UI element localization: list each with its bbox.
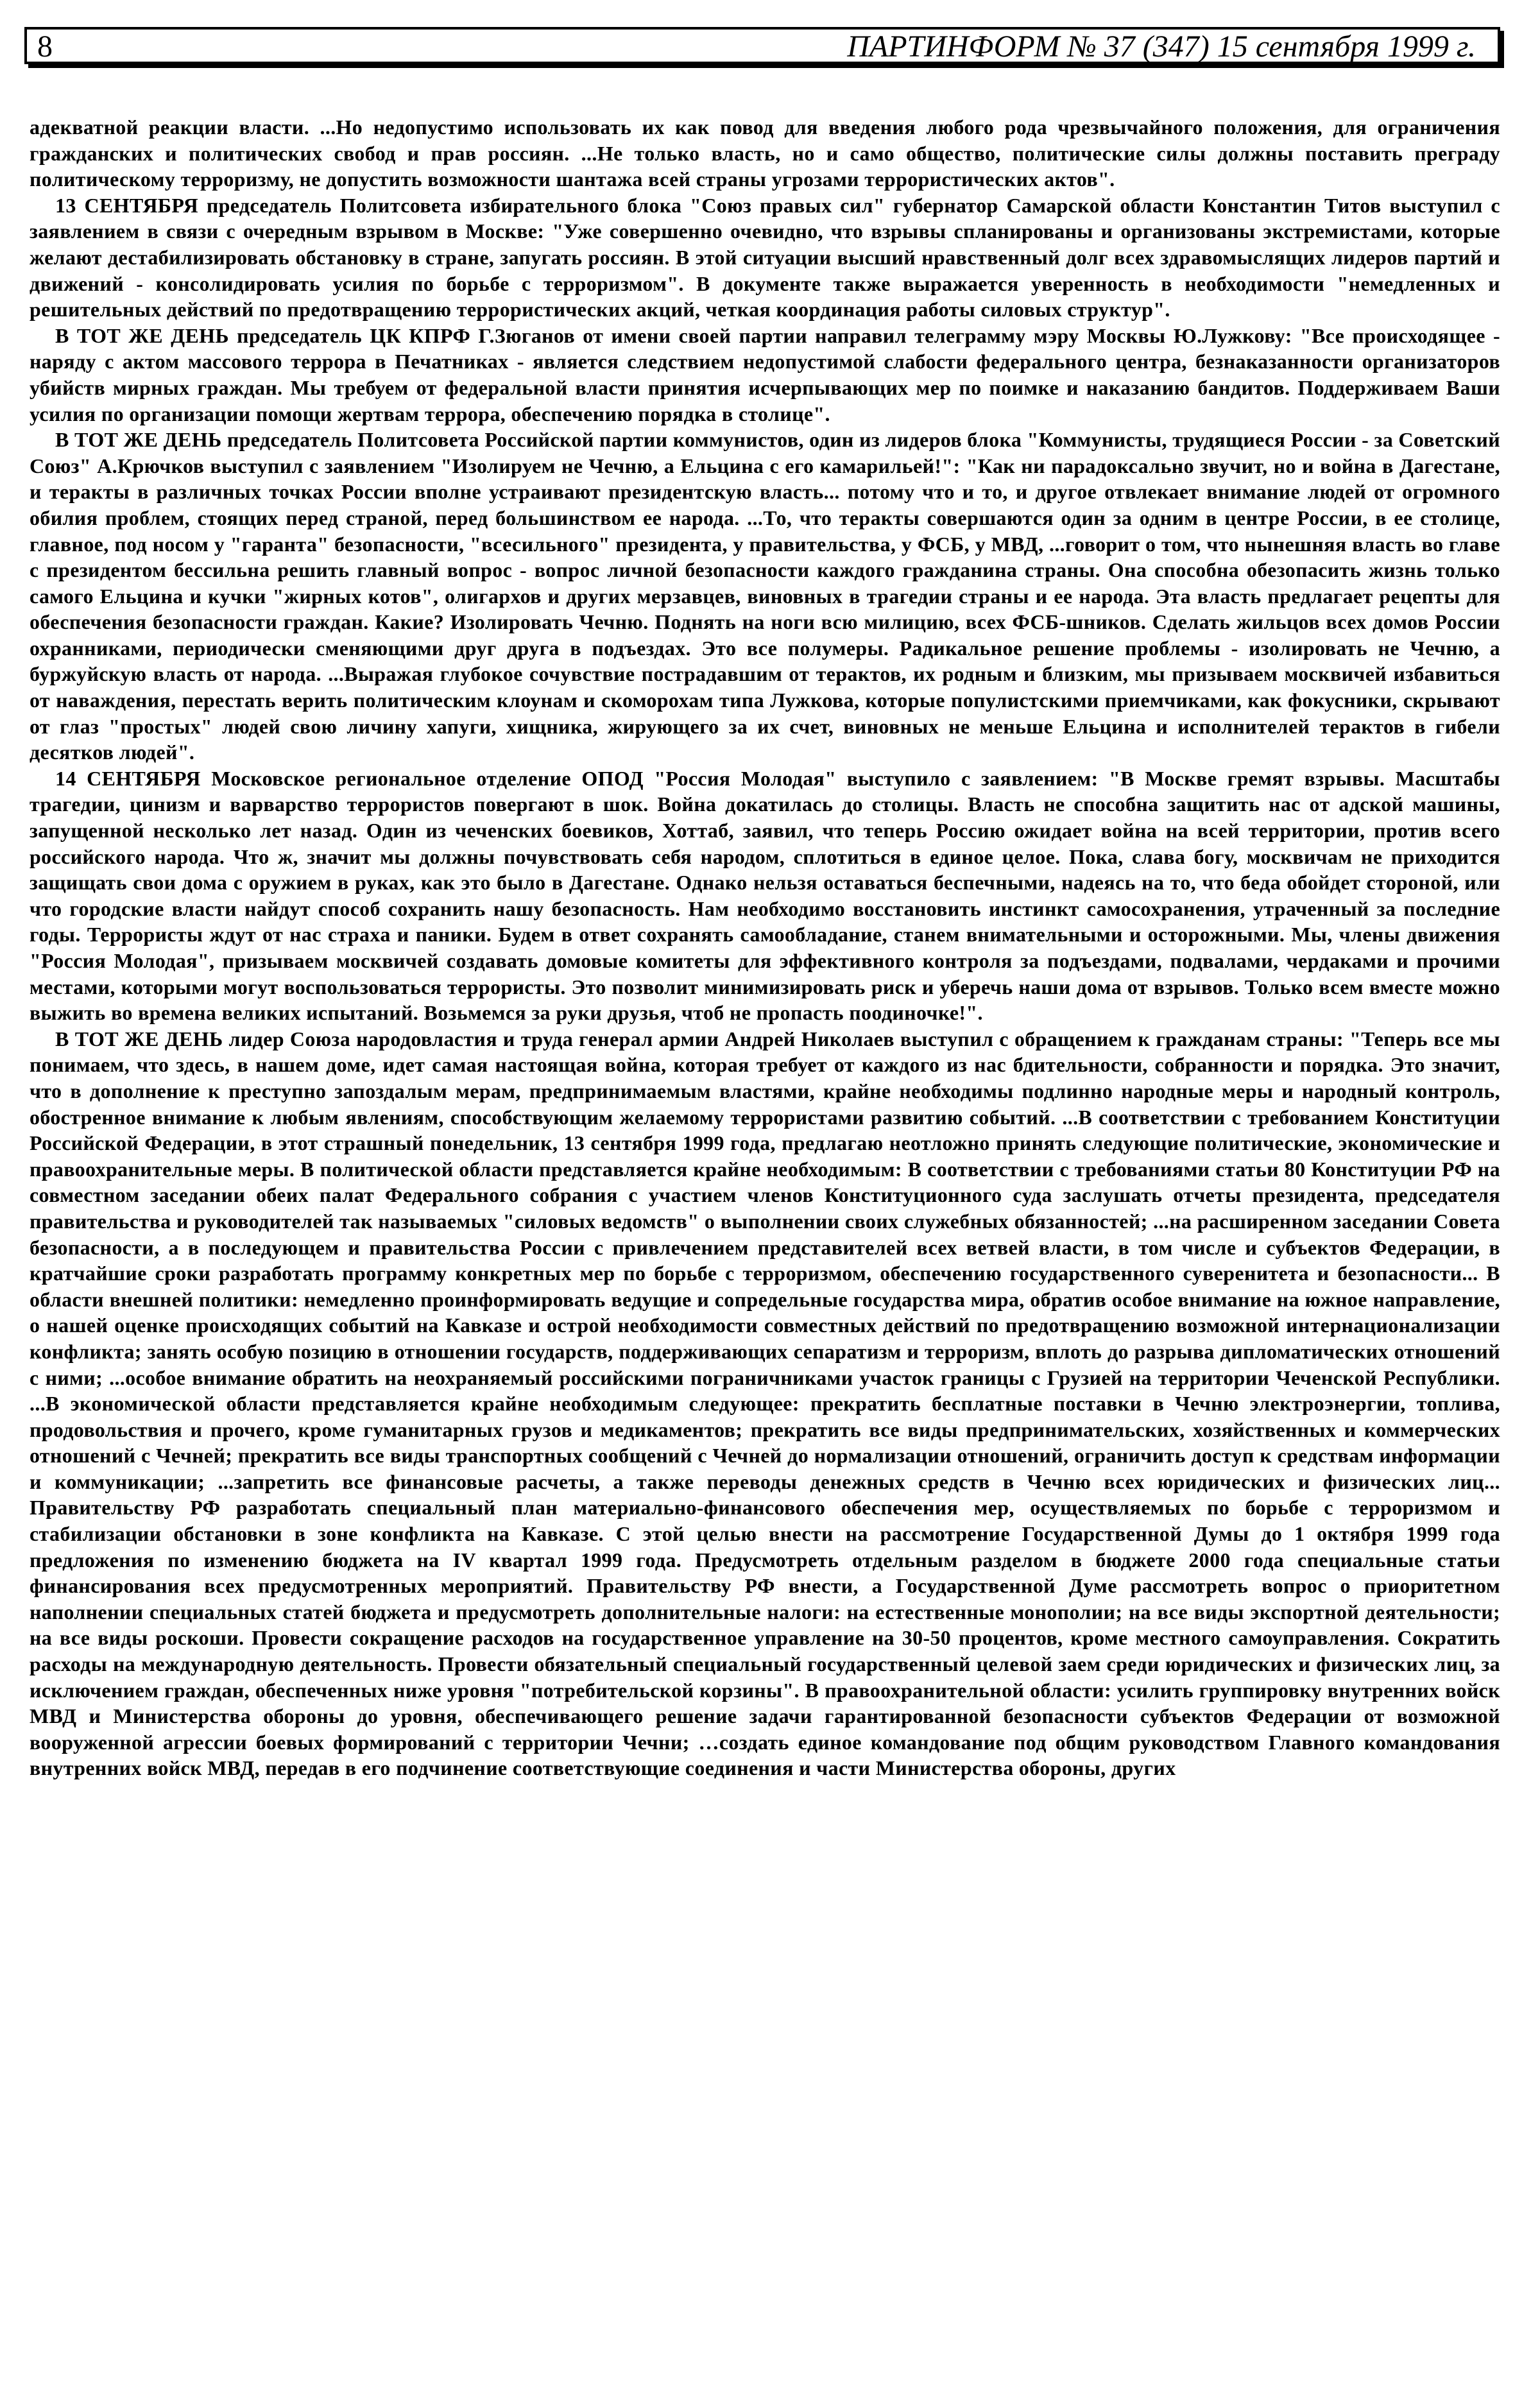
paragraph-text: председатель ЦК КПРФ Г.Зюганов от имени своей партии направил телеграмму мэру Москвы Ю.Лужкову: "Все происходящее - наряду с актом массового террора в Печатниках - является следствием недопустимой слабости федерального центра, безнаказанности организаторов убийств мирных граждан. Мы требуем от федеральной власти принятия исчерпывающих мер по поимке и наказанию бандитов. Поддерживаем Ваши усилия по организации помощи жертвам террора, обеспечению порядка в столице".	[30, 323, 1500, 425]
paragraph	[30, 766, 1500, 1026]
paragraph-text: лидер Союза народовластия и труда генерал армии Андрей Николаев выступил с обращением к гражданам страны: "Теперь все мы понимаем, что здесь, в нашем доме, идет самая настоящая война, которая требует от каждого из нас бдительности, собранности и порядка. Это значит, что в дополнение к преступно запоздалым мерам, предпринимаемым властями, крайне необходимы подлинно народные меры и народный контроль, обостренное внимание к любым явлениям, способствующим желаемому террористами развитию событий. ...В соответствии с требованием Конституции Российской Федерации, в этот страшный понедельник, 13 сентября 1999 года, предлагаю неотложно принять следующие политические, экономические и правоохранительные меры. В политической области представляется крайне необходимым: В соответствии с требованиями статьи 80 Конституции РФ на совместном заседании обеих палат Федерального собрания с участием членов Конституционного суда заслушать отчеты президента, председателя правительства и руководителей так называемых "силовых ведомств" о выполнении своих служебных обязанностей; ...на расширенном заседании Совета безопасности, а в последующем и правительства России с привлечением представителей всех ветвей власти, в том числе и субъектов Федерации, в кратчайшие сроки разработать программу конкретных мер по борьбе с терроризмом, обеспечению государственного суверенитета и безопасности... В области внешней политики: немедленно проинформировать ведущие и сопредельные государства мира, обратив особое внимание на южное направление, о нашей оценке происходящих событий на Кавказе и острой необходимости совместных действий по предотвращению возможной интернационализации конфликта; занять особую позицию в отношении государств, поддерживающих сепаратизм и терроризм, вплоть до разрыва дипломатических отношений с ними; ...особое внимание обратить на неохраняемый российскими пограничниками участок границы с Грузией на территории Чеченской Республики. ...В экономической области представляется крайне необходимым следующее: прекратить бесплатные поставки в Чечню электроэнергии, топлива, продовольствия и прочего, кроме гуманитарных грузов и медикаментов; прекратить все виды предпринимательских, хозяйственных и коммерческих отношений с Чечней; прекратить все виды транспортных сообщений с Чечней до нормализации отношений, ограничить доступ к средствам информации и коммуникации; ...запретить все финансовые расчеты, а также переводы денежных средств в Чечню всех юридических и физических лиц... Правительству РФ разработать специальный план материально-финансового обеспечения мер, осуществляемых по борьбе с терроризмом и стабилизации обстановки в зоне конфликта на Кавказе. С этой целью внести на рассмотрение Государственной Думы до 1 октября 1999 года предложения по изменению бюджета на IV квартал 1999 года. Предусмотреть отдельным разделом в бюджете 2000 года специальные статьи финансирования всех предусмотренных мероприятий. Правительству РФ внести, а Государственной Думе рассмотреть вопрос о приоритетном наполнении специальных статей бюджета и предусмотреть дополнительные налоги: на естественные монополии; на все виды экспортной деятельности; на все виды роскоши. Провести сокращение расходов на государственное управление на 30-50 процентов, кроме местного самоуправления. Сократить расходы на международную деятельность. Провести обязательный специальный государственный целевой заем среди юридических и физических лиц, за исключением граждан, обеспеченных ниже уровня "потребительской корзины". В правоохранительной области: усилить группировку внутренних войск МВД и Министерства обороны до уровня, обеспечивающего решение задачи гарантированной безопасности субъектов Федерации от возможной вооруженной агрессии боевых формирований с территории Чечни; …создать единое командование под общим руководством Главного командования внутренних войск МВД, передав в его подчинение соответствующие соединения и части Министерства обороны, других	[30, 1027, 1500, 1780]
paragraph-text: адекватной реакции власти. ...Но недопустимо использовать их как повод для введения любого рода чрезвычайного положения, для ограничения гражданских и политических свобод и прав россиян. ...Не только власть, но и само общество, политические силы должны поставить преграду политическому терроризму, не допустить возможности шантажа всей страны угрозами террористических актов".	[30, 116, 1500, 191]
paragraph-lead: В ТОТ ЖЕ ДЕНЬ	[55, 428, 222, 452]
paragraph-text: председатель Политсовета избирательного блока "Союз правых сил" губернатор Самарской области Константин Титов выступил с заявлением в связи с очередным взрывом в Москве: "Уже совершенно очевидно, что взрывы спланированы и организованы экстремистами, которые желают дестабилизировать обстановку в стране, запугать россиян. В этой ситуации высший нравственный долг всех здравомыслящих лидеров партий и движений - консолидировать усилия по борьбе с терроризмом". В документе также выражается уверенность в необходимости "немедленных и решительных действий по предотвращению террористических акций, четкая координация работы силовых структур".	[30, 193, 1500, 321]
page-number: 8	[37, 30, 53, 64]
paragraph-lead: В ТОТ ЖЕ ДЕНЬ	[55, 323, 229, 347]
paragraph-text: председатель Политсовета Российской партии коммунистов, один из лидеров блока "Коммунисты, трудящиеся России - за Советский Союз" А.Крючков выступил с заявлением "Изолируем не Чечню, а Ельцина с его камарильей!": "Как ни парадоксально звучит, но и война в Дагестане, и теракты в различных точках России вполне устраивают президентскую власть... потому что и то, и другое отвлекает внимание людей от огромного обилия проблем, стоящих перед страной, перед большинством ее народа. ...То, что теракты совершаются один за одним в центре России, в ее столице, главное, под носом у "гаранта" безопасности, "всесильного" президента, у правительства, у ФСБ, у МВД, ...говорит о том, что нынешняя власть во главе с президентом бессильна решить главный вопрос - вопрос личной безопасности каждого гражданина страны. Она способна обезопасить жизнь только самого Ельцина и кучки "жирных котов", олигархов и других мерзавцев, виновных в трагедии страны и ее народа. Эта власть предлагает рецепты для обеспечения безопасности граждан. Какие? Изолировать Чечню. Поднять на ноги всю милицию, всех ФСБ-шников. Сделать жильцов всех домов России охранниками, периодически сменяющими друг друга в подъездах. Это все полумеры. Радикальное решение проблемы - изолировать не Чечню, а буржуйскую власть от народа. ...Выражая глубокое сочувствие пострадавшим от терактов, их родным и близким, мы призываем москвичей избавиться от наваждения, перестать верить политическим клоунам и скоморохам типа Лужкова, которые популистскими приемчиками, как фокусники, скрывают от глаз "простых" людей свою личину хапуги, хищника, жирующего за их счет, виновных не меньше Ельцина и исполнителей терактов в гибели десятков людей".	[30, 428, 1500, 764]
paragraph-lead: 13 СЕНТЯБРЯ	[55, 193, 199, 217]
paragraph	[30, 427, 1500, 766]
publication-title: ПАРТИНФОРМ № 37 (347) 15 сентября 1999 г.	[847, 30, 1476, 64]
paragraph	[30, 114, 1500, 193]
article-body	[30, 114, 1500, 1781]
paragraph	[30, 323, 1500, 427]
paragraph-lead: В ТОТ ЖЕ ДЕНЬ	[55, 1027, 223, 1050]
paragraph-lead: 14 СЕНТЯБРЯ	[55, 766, 201, 790]
running-header	[24, 27, 1500, 64]
paragraph	[30, 193, 1500, 323]
paragraph-text: Московское региональное отделение ОПОД "Россия Молодая" выступило с заявлением: "В Москве гремят взрывы. Масштабы трагедии, цинизм и варварство террористов повергают в шок. Война докатилась до столицы. Власть не способна защитить нас от адской машины, запущенной несколько лет назад. Один из чеченских боевиков, Хоттаб, заявил, что теперь Россию ожидает война на всей территории, против всего российского народа. Что ж, значит мы должны почувствовать себя народом, сплотиться в единое целое. Пока, слава богу, москвичам не приходится защищать свои дома с оружием в руках, как это было в Дагестане. Однако нельзя оставаться беспечными, надеясь на то, что беда обойдет стороной, или что городские власти найдут способ сохранить нашу безопасность. Нам необходимо восстановить инстинкт самосохранения, утраченный за последние годы. Террористы ждут от нас страха и паники. Будем в ответ сохранять самообладание, станем внимательными и осторожными. Мы, члены движения "Россия Молодая", призываем москвичей создавать домовые комитеты для эффективного контроля за подъездами, подвалами, чердаками и прочими местами, которыми могут воспользоваться террористы. Это позволит минимизировать риск и уберечь наши дома от взрывов. Только всем вместе можно выжить во времена великих испытаний. Возьмемся за руки друзья, чтоб не пропасть поодиночке!".	[30, 766, 1500, 1025]
paragraph	[30, 1026, 1500, 1781]
